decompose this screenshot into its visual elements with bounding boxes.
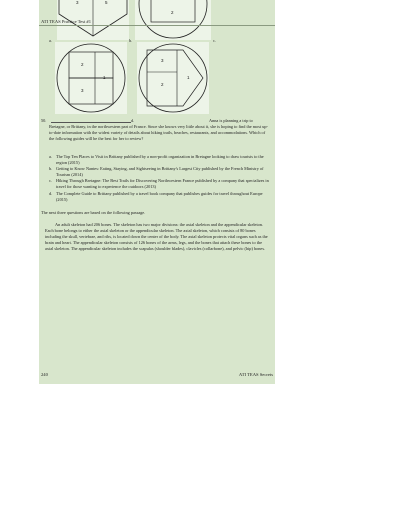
figure-option-b (137, 42, 209, 114)
footer-publisher: ATI TEAS Secrets (238, 372, 273, 377)
choice-letter: c. (49, 178, 52, 184)
page-number: 240 (41, 372, 48, 377)
header-title: ATI TEAS Practice Test #1 (41, 19, 92, 24)
top-right-figure (135, 0, 211, 40)
fig-top-num-2: 5 (105, 0, 108, 5)
answer-choices (49, 154, 271, 203)
choice-text: Hiking Through Bretagne: The Best Trails for Discovering Northwestern France published by a company that specializes in travel for those wanting to experience the outdoors (2013) (56, 178, 269, 190)
passage-intro: The next three questions are based on the following passage. (41, 210, 146, 215)
passage-text: An adult skeleton had 206 bones. The skeleton has two major divisions: the axial skeleton and the appendicular skeleton. Each bone belongs to either the axial skeleton or the appendicular skeleton. The axial skeleton, which consists of 80 bones including the skull, vertebrae, and ribs, is located down the center of the body. The axial skeleton protects vital organs such as the brain and heart. The appendicular skeleton consists of 126 bones of the arms, legs, and the bones that attach these bones to the axial skeleton. The appendicular skeleton includes the scapulas (shoulder blades), clavicles (collarbone), and pelvic (hip) bones. (45, 222, 268, 252)
choice-b[interactable] (49, 166, 271, 178)
choice-text: The Complete Guide to Brittany published by a travel book company that publishes guides for travel throughout Europe (2015) (56, 190, 263, 202)
choice-letter: a. (49, 154, 52, 159)
choice-text: Getting to Know Nantes: Eating, Staying, and Sightseeing in Brittany's Largest City published by the French Ministry of Tourism (2014) (56, 166, 264, 178)
figure-option-a (55, 42, 127, 114)
fig-b-num-1: 3 (161, 58, 164, 63)
fig-a-num-2: 1 (103, 75, 106, 80)
option-b-label: b. (129, 38, 133, 43)
fig-a-num-3: 3 (81, 88, 84, 93)
fig-top-num-1: 3 (76, 0, 79, 5)
choice-a[interactable] (49, 154, 271, 166)
fig-top-num-3: 2 (171, 10, 174, 15)
option-d-label: d. (131, 118, 135, 123)
fig-b-num-2: 1 (187, 75, 190, 80)
question-text: Bretagne, or Brittany, in the northwestern part of France. Since she knows very little about it, she is hoping to find the most up-to-date information with the widest variety of details about hiking trails, beaches, restaurants, and accommodations. Which of the following guides will be the best for her to review? (49, 124, 268, 142)
document-page (39, 0, 275, 384)
question-number: 50. (41, 118, 47, 123)
choice-letter: d. (49, 190, 53, 196)
option-a-label: a. (49, 38, 52, 43)
option-c-label: c. (213, 38, 216, 43)
choice-c[interactable] (49, 178, 271, 190)
question-lead: Anna is planning a trip to (209, 118, 253, 123)
fig-b-num-3: 2 (161, 82, 164, 87)
fig-a-num-1: 2 (81, 62, 84, 67)
answer-blank (51, 122, 131, 123)
header-rule (39, 25, 275, 26)
choice-text: The Top Ten Places to Visit in Brittany published by a non-profit organization in Bretagne looking to draw tourists to the region (2015) (56, 154, 264, 166)
choice-letter: b. (49, 166, 53, 172)
choice-d[interactable] (49, 191, 271, 203)
